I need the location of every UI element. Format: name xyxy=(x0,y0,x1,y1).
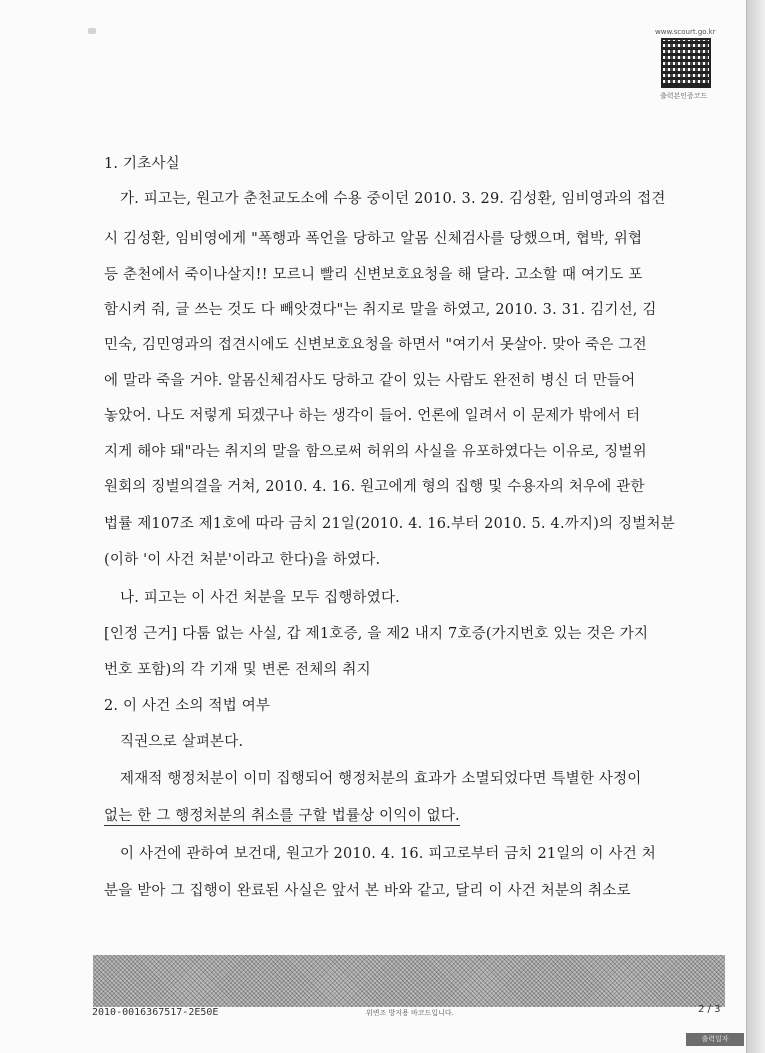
evidence-line: [인정 근거] 다툼 없는 사실, 갑 제1호증, 을 제2 내지 7호증(가지번호 있는 것은 가지 xyxy=(104,626,649,642)
barcode-band xyxy=(93,955,725,1007)
paragraph-line: 가. 피고는, 원고가 춘천교도소에 수용 중이던 2010. 3. 29. 김성환, 임비영과의 접견 xyxy=(120,191,666,207)
scan-speck xyxy=(88,28,96,34)
paragraph-line: 제재적 행정처분이 이미 집행되어 행정처분의 효과가 소멸되었다면 특별한 사정이 xyxy=(120,771,642,787)
evidence-line: 번호 포함)의 각 기재 및 변론 전체의 취지 xyxy=(104,662,371,678)
paragraph-line: 지게 해야 돼"라는 취지의 말을 함으로써 허위의 사실을 유포하였다는 이유로, 징벌위 xyxy=(104,444,647,460)
document-id: 2010-0016367517-2E50E xyxy=(92,1007,219,1018)
paragraph-line: 함시켜 줘, 글 쓰는 것도 다 빼앗겼다"는 취지로 말을 하였고, 2010. 3. 31. 김기선, 김 xyxy=(104,302,657,318)
paragraph-line: 분을 받아 그 집행이 완료된 사실은 앞서 본 바와 같고, 달리 이 사건 처분의 취소로 xyxy=(104,883,631,899)
paragraph-line: 직권으로 살펴본다. xyxy=(120,734,244,750)
paragraph-line: 법률 제107조 제1호에 따라 금치 21일(2010. 4. 16.부터 2010. 5. 4.까지)의 징벌처분 xyxy=(104,516,675,532)
paragraph-line: 놓았어. 나도 저렇게 되겠구나 하는 생각이 들어. 언론에 일려서 이 문제가 밖에서 터 xyxy=(104,408,641,424)
paragraph-line: 나. 피고는 이 사건 처분을 모두 집행하였다. xyxy=(120,590,400,606)
page-number: 2 / 3 xyxy=(698,1004,721,1015)
paragraph-line: 민숙, 김민영과의 접견시에도 신변보호요청을 하면서 "여기서 못살아. 맞아 죽은 그전 xyxy=(104,337,647,353)
qr-url: www.scourt.go.kr xyxy=(655,28,716,36)
underlined-holding: 없는 한 그 행정처분의 취소를 구할 법률상 이익이 없다. xyxy=(104,808,460,824)
paragraph-line: (이하 '이 사건 처분'이라고 한다)을 하였다. xyxy=(104,552,381,568)
print-stamp: 출력일자 xyxy=(686,1033,744,1046)
paragraph-line: 원회의 징벌의결을 거쳐, 2010. 4. 16. 원고에게 형의 집행 및 수용자의 처우에 관한 xyxy=(104,479,645,495)
paragraph-line: 이 사건에 관하여 보건대, 원고가 2010. 4. 16. 피고로부터 금치 21일의 이 사건 처 xyxy=(120,846,656,862)
section-heading-2: 2. 이 사건 소의 적법 여부 xyxy=(104,698,271,714)
qr-code-icon xyxy=(661,38,711,88)
barcode-note: 위변조 방지용 바코드입니다. xyxy=(366,1009,454,1017)
paragraph-line: 등 춘천에서 죽이나살지!! 모르니 빨리 신변보호요청을 해 달라. 고소할 때 여기도 포 xyxy=(104,267,643,283)
qr-caption: 출력본인증코드 xyxy=(660,92,708,100)
paragraph-line: 에 말라 죽을 거야. 알몸신체검사도 당하고 같이 있는 사람도 완전히 병신 더 만들어 xyxy=(104,373,636,389)
section-heading-1: 1. 기초사실 xyxy=(104,156,180,172)
scan-edge xyxy=(747,0,765,1053)
paragraph-line: 시 김성환, 임비영에게 "폭행과 폭언을 당하고 알몸 신체검사를 당했으며, 협박, 위협 xyxy=(104,231,643,247)
paragraph-line xyxy=(104,804,460,825)
